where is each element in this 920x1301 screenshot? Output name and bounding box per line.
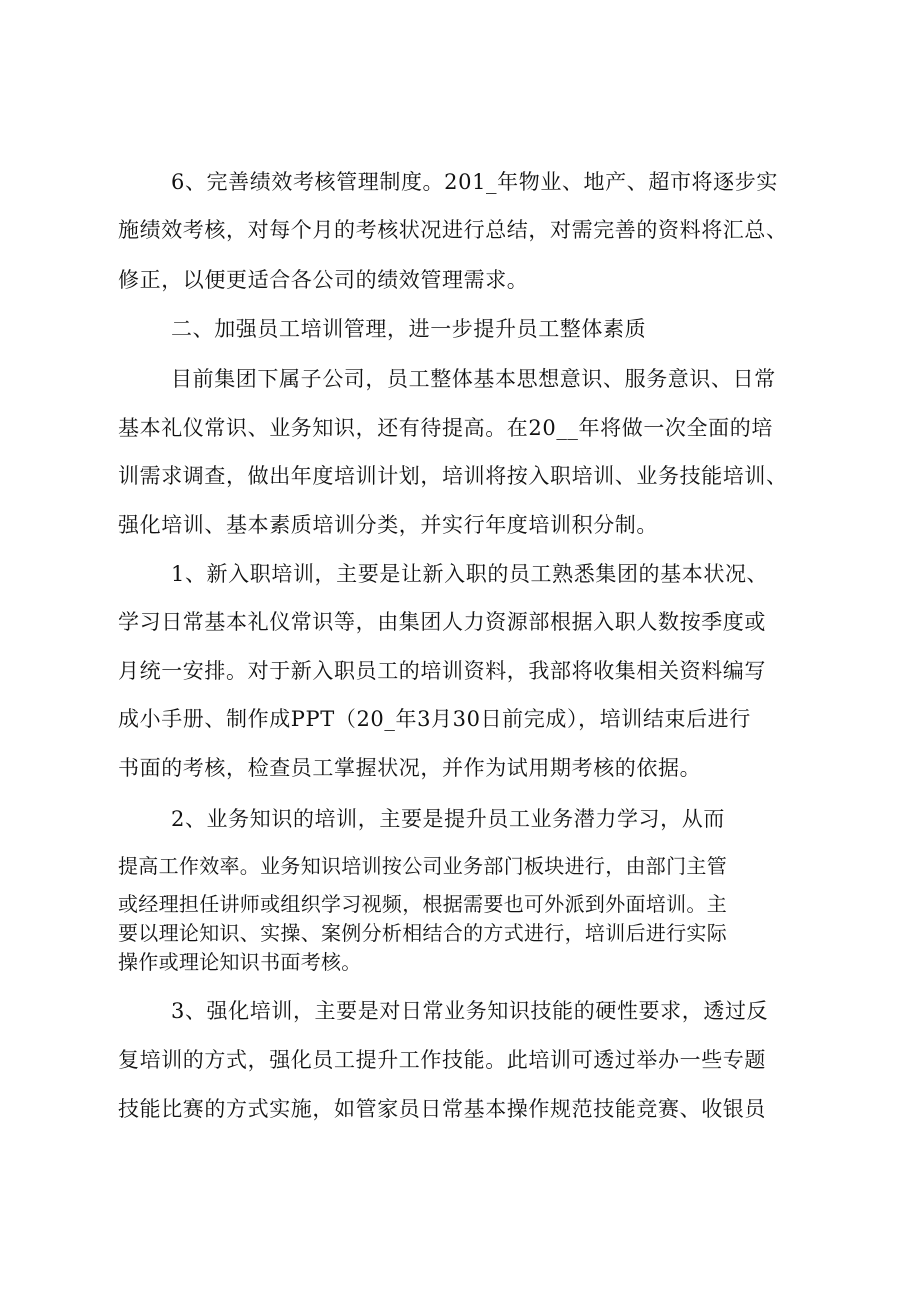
paragraph-5-line-2: 复培训的方式，强化员工提升工作技能。此培训可透过举办一些专题 [118,1048,766,1072]
paragraph-2-line-4: 强化培训、基本素质培训分类，并实行年度培训积分制。 [118,513,658,537]
section-heading: 二、加强员工培训管理，进一步提升员工整体素质 [171,317,647,341]
paragraph-2-line-1: 目前集团下属子公司，员工整体基本思想意识、服务意识、日常 [171,367,776,391]
paragraph-3-line-4: 成小手册、制作成PPT（20_年3月30日前完成），培训结束后进行 [118,707,751,731]
paragraph-5-line-1: 3、强化培训，主要是对日常业务知识技能的硬性要求，透过反 [171,999,769,1023]
paragraph-4-line-4: 要以理论知识、实操、案例分析相结合的方式进行，培训后进行实际 [118,921,727,945]
paragraph-3-line-2: 学习日常基本礼仪常识等，由集团人力资源部根据入职人数按季度或 [118,610,766,634]
paragraph-5-line-3: 技能比赛的方式实施，如管家员日常基本操作规范技能竞赛、收银员 [118,1097,766,1121]
paragraph-1-line-1: 6、完善绩效考核管理制度。201_年物业、地产、超市将逐步实 [171,170,778,194]
paragraph-4-line-2: 提高工作效率。业务知识培训按公司业务部门板块进行，由部门主管 [118,854,727,878]
paragraph-2-line-3: 训需求调查，做出年度培训计划，培训将按入职培训、业务技能培训、 [118,464,788,488]
paragraph-2-line-2: 基本礼仪常识、业务知识，还有待提高。在20__年将做一次全面的培 [118,416,773,440]
paragraph-4-line-5: 操作或理论知识书面考核。 [118,950,362,974]
paragraph-3-line-3: 月统一安排。对于新入职员工的培训资料，我部将收集相关资料编写 [118,659,766,683]
paragraph-1-line-3: 修正，以便更适合各公司的绩效管理需求。 [118,268,529,292]
paragraph-3-line-1: 1、新入职培训，主要是让新入职的员工熟悉集团的基本状况、 [171,562,769,586]
paragraph-1-line-2: 施绩效考核，对每个月的考核状况进行总结，对需完善的资料将汇总、 [118,218,788,242]
paragraph-3-line-5: 书面的考核，检查员工掌握状况，并作为试用期考核的依据。 [118,756,702,780]
paragraph-4-line-3: 或经理担任讲师或组织学习视频，根据需要也可外派到外面培训。主 [118,892,727,916]
paragraph-4-line-1: 2、业务知识的培训，主要是提升员工业务潜力学习，从而 [171,807,725,831]
